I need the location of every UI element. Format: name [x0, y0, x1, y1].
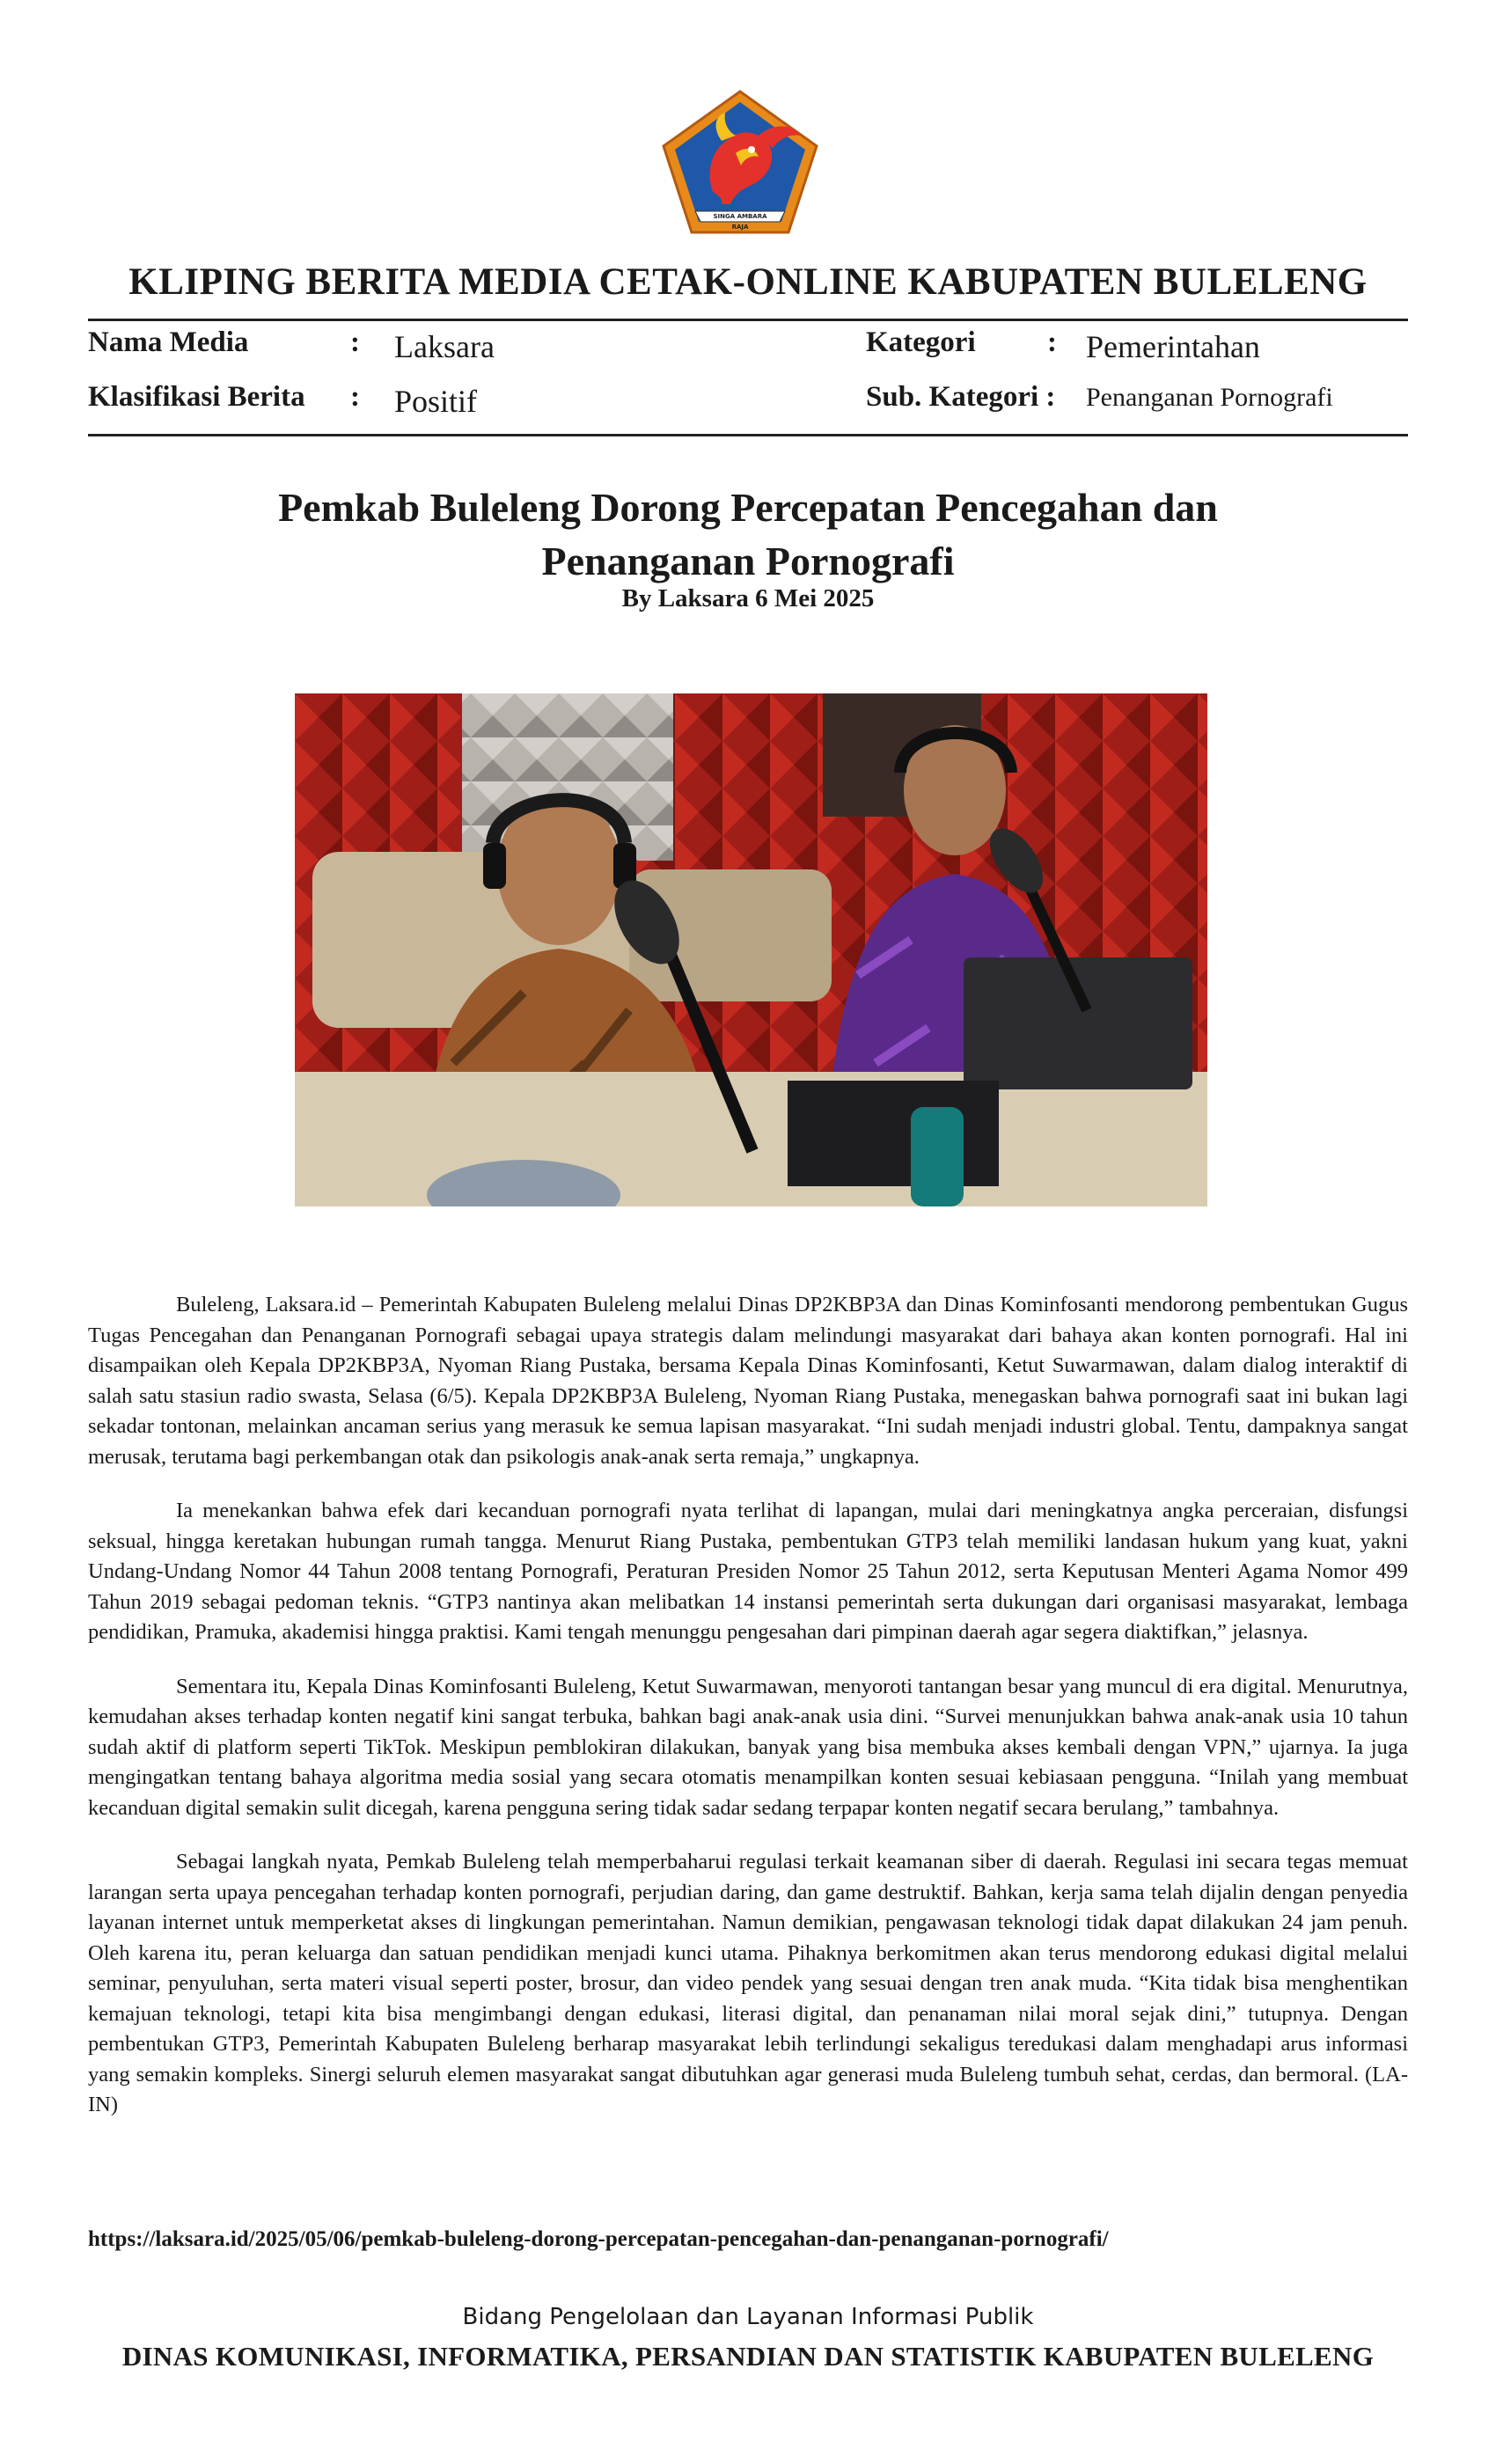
- category-colon: :: [1047, 326, 1057, 358]
- header-divider-bottom: [88, 434, 1408, 436]
- media-name-value: Laksara: [394, 329, 495, 364]
- news-classification-label: Klasifikasi Berita: [88, 381, 305, 413]
- article-byline: By Laksara 6 Mei 2025: [621, 584, 875, 612]
- header-divider-top: [88, 319, 1408, 321]
- article-title: Pemkab Buleleng Dorong Percepatan Pencegahan dan Penanganan Pornografi: [278, 485, 1218, 583]
- article-paragraph: Sebagai langkah nyata, Pemkab Buleleng telah memperbaharui regulasi terkait keamanan siber di daerah. Regulasi ini secara tegas memuat larangan serta upaya pencegahan terhadap konten pornografi, perjudian daring, dan game destruktif. Bahkan, kerja sama telah dijalin dengan penyedia layanan internet untuk memperketat akses di lingkungan pemerintahan. Namun demikian, pengawasan teknologi tidak dapat dilakukan 24 jam penuh. Oleh karena itu, peran keluarga dan satuan pendidikan menjadi kunci utama. Pihaknya berkomitmen akan terus mendorong edukasi digital melalui seminar, penyuluhan, serta materi visual seperti poster, brosur, dan video pendek yang sesuai dengan tren anak muda. “Kita tidak bisa menghentikan kemajuan teknologi, tetapi kita bisa mengimbangi dengan edukasi, literasi digital, dan penanaman nilai moral sejak dini,” tutupnya. Dengan pembentukan GTP3, Pemerintah Kabupaten Buleleng berharap masyarakat lebih terlindungi sekaligus teredukasi dalam menghadapi arus informasi yang semakin kompleks. Sinergi seluruh elemen masyarakat sangat dibutuhkan agar generasi muda Buleleng tumbuh sehat, cerdas, dan bermoral. (LA-IN): [88, 1850, 1408, 2116]
- footer-department: Bidang Pengelolaan dan Layanan Informasi Publik: [462, 2304, 1034, 2330]
- source-url-link[interactable]: https://laksara.id/2025/05/06/pemkab-buleleng-dorong-percepatan-pencegahan-dan-penanganan-pornografi/: [88, 2227, 1109, 2251]
- article-photo: [295, 693, 1207, 1206]
- news-classification-colon: :: [350, 381, 360, 413]
- media-name-colon: :: [350, 326, 360, 358]
- article-paragraph: Sementara itu, Kepala Dinas Kominfosanti Buleleng, Ketut Suwarmawan, menyoroti tantangan besar yang muncul di era digital. Menurutnya, kemudahan akses terhadap konten negatif kini sangat terbuka, bahkan bagi anak-anak usia dini. “Survei menunjukkan bahwa anak-anak usia 10 tahun sudah aktif di platform seperti TikTok. Meskipun pemblokiran dilakukan, banyak yang bisa membuka akses kembali dengan VPN,” ujarnya. Ia juga mengingatkan tentang bahaya algoritma media sosial yang secara otomatis menampilkan konten sesuai kebiasaan pengguna. “Inilah yang membuat kecanduan digital semakin sulit dicegah, karena pengguna sering tidak sadar sedang terpapar konten negatif secara berulang,” tambahnya.: [88, 1674, 1408, 1820]
- article-paragraph: Buleleng, Laksara.id – Pemerintah Kabupaten Buleleng melalui Dinas DP2KBP3A dan Dinas Kominfosanti mendorong pembentukan Gugus Tugas Pencegahan dan Penanganan Pornografi sebagai upaya strategis dalam melindungi masyarakat dari bahaya akan konten pornografi. Hal ini disampaikan oleh Kepala DP2KBP3A, Nyoman Riang Pustaka, bersama Kepala Dinas Kominfosanti, Ketut Suwarmawan, dalam dialog interaktif di salah satu stasiun radio swasta, Selasa (6/5). Kepala DP2KBP3A Buleleng, Nyoman Riang Pustaka, menegaskan bahwa pornografi saat ini bukan lagi sekadar tontonan, melainkan ancaman serius yang merasuk ke semua lapisan masyarakat. “Ini sudah menjadi industri global. Tentu, dampaknya sangat merusak, terutama bagi perkembangan otak dan psikologis anak-anak serta remaja,” ungkapnya.: [88, 1293, 1408, 1469]
- logo-caption: SINGA AMBARA RAJA: [713, 213, 767, 231]
- article-body: [88, 1290, 1408, 2145]
- category-label: Kategori: [866, 326, 976, 358]
- subcategory-value: Penanganan Pornografi: [1086, 383, 1333, 412]
- news-classification-value: Positif: [394, 384, 478, 419]
- buleleng-emblem-logo: [660, 88, 820, 236]
- clipping-header-title: KLIPING BERITA MEDIA CETAK-ONLINE KABUPATEN BULELENG: [128, 261, 1368, 303]
- footer-agency: DINAS KOMUNIKASI, INFORMATIKA, PERSANDIAN DAN STATISTIK KABUPATEN BULELENG: [121, 2341, 1375, 2372]
- subcategory-label: Sub. Kategori :: [866, 381, 1056, 413]
- article-paragraph: Ia menekankan bahwa efek dari kecanduan pornografi nyata terlihat di lapangan, mulai dari meningkatnya angka perceraian, disfungsi seksual, hingga keretakan hubungan rumah tangga. Menurut Riang Pustaka, pembentukan GTP3 telah memiliki landasan hukum yang kuat, yakni Undang-Undang Nomor 44 Tahun 2008 tentang Pornografi, Peraturan Presiden Nomor 25 Tahun 2012, serta Keputusan Menteri Agama Nomor 499 Tahun 2019 sebagai pedoman teknis. “GTP3 nantinya akan melibatkan 14 instansi pemerintah serta dukungan dari organisasi masyarakat, lembaga pendidikan, Pramuka, akademisi hingga praktisi. Kami tengah menunggu pengesahan dari pimpinan daerah agar segera diaktifkan,” jelasnya.: [88, 1499, 1408, 1644]
- media-name-label: Nama Media: [88, 326, 249, 358]
- category-value: Pemerintahan: [1086, 329, 1260, 364]
